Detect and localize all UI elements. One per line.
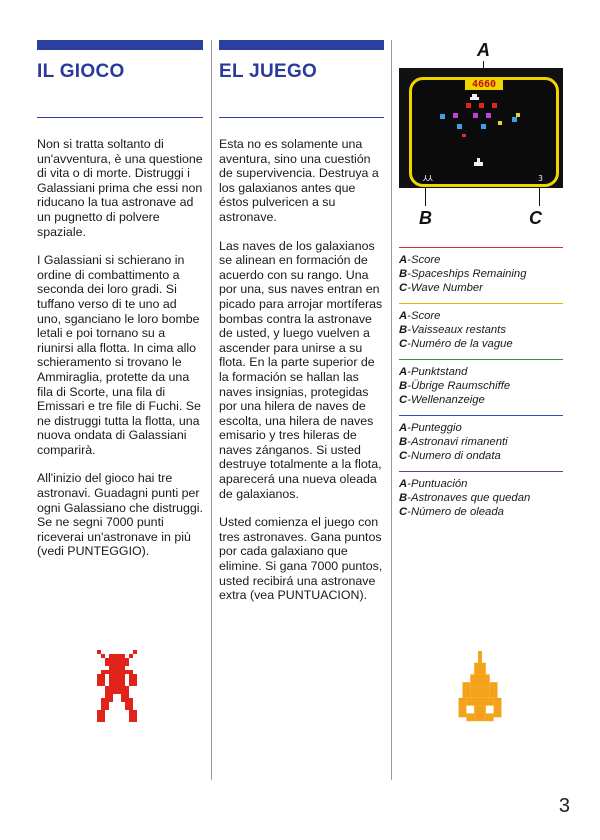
legend-text: Astronavi rimanenti [410, 436, 508, 449]
player-ship-sprite-icon [458, 651, 502, 729]
legend-separator: - [407, 436, 411, 449]
legend-ships [399, 435, 563, 449]
escort-row-icon [466, 103, 497, 108]
legend-letter: B [399, 324, 408, 337]
legend-wave [399, 505, 563, 519]
legend-separator: - [407, 450, 411, 463]
ships-remaining: ⅄⅄ [423, 174, 433, 183]
legend-wave [399, 281, 563, 295]
legend-letter: B [399, 380, 408, 393]
game-screen-border [409, 77, 559, 187]
legend-block [399, 303, 563, 352]
legend-text: Punktstand [410, 366, 468, 378]
legend-ships [399, 491, 563, 505]
legend-color-rule [399, 359, 563, 360]
legend-separator: - [407, 492, 411, 505]
legend-ships [399, 267, 563, 281]
legend-score [399, 477, 563, 491]
spanish-paragraph-3: Usted comienza el juego con tres astronaves. Gana puntos por cada galaxiano que elimine. Si gana 7000 puntos, usted recibirá una astronave extra (vea PUNTUACION). [219, 515, 383, 603]
legend-color-rule [399, 471, 563, 472]
legend-separator: - [407, 268, 411, 281]
spanish-heading: EL JUEGO [219, 61, 318, 82]
legend-text: Übrige Raumschiffe [410, 380, 511, 393]
legend-text: Wellenanzeige [410, 394, 485, 407]
player-ship-icon [474, 158, 483, 166]
callout-c-line [539, 188, 540, 206]
legend-score [399, 365, 563, 379]
top-bar [37, 40, 203, 50]
legend-lines [399, 365, 563, 408]
legend-color-rule [399, 415, 563, 416]
legend-text: Spaceships Remaining [410, 268, 527, 281]
legend-ships [399, 379, 563, 393]
legend-separator: - [407, 366, 411, 378]
game-screen [399, 68, 563, 188]
legend-wave [399, 393, 563, 407]
legend-letter: A [399, 422, 408, 434]
legend-separator: - [407, 254, 411, 266]
callout-b: B [419, 208, 432, 228]
legend-letter: B [399, 436, 408, 449]
spanish-body [219, 137, 384, 603]
legend-lines [399, 421, 563, 464]
legend-text: Numero di ondata [410, 450, 501, 463]
legend-separator: - [407, 478, 411, 490]
legend-letter: A [399, 310, 408, 322]
screen-score: 4660 [465, 79, 503, 90]
legend-separator: - [407, 422, 411, 434]
heading-underline [219, 117, 384, 118]
spanish-paragraph-2: Las naves de los galaxianos se alinean en formación de acuerdo con su rango. Una por una, sus naves entran en picado para arrojar mortíferas bombas contra la astronave de usted, y luego vuelven a ascender para unirse a su flota. En la parte superior de la formación se hallan las naves insignias, protegidas por una hilera de naves de escolta, una hilera de naves emisario y tres hileras de naves zánganos. Si usted destruye totalmente a la flota, aparecerá una nueva oleada de galaxianos. [219, 238, 383, 501]
flagship-icon [470, 94, 479, 100]
legend-text: Wave Number [410, 282, 483, 295]
column-divider [211, 40, 212, 780]
legend-text: Score [410, 310, 441, 322]
legend-lines [399, 253, 563, 296]
spanish-column [219, 40, 384, 617]
galaxian-alien-icon [97, 650, 137, 722]
italian-body [37, 137, 203, 559]
game-screenshot-figure [399, 40, 563, 240]
legend-letter: B [399, 268, 408, 281]
top-bar [219, 40, 384, 50]
legend-lines [399, 309, 563, 352]
wave-number: 3 [538, 174, 543, 183]
callout-c: C [529, 208, 542, 228]
legend-text: Score [410, 254, 441, 266]
legend-wave [399, 449, 563, 463]
italian-heading: IL GIOCO [37, 61, 125, 82]
legend-separator: - [407, 310, 411, 322]
legend-score [399, 421, 563, 435]
legend-block [399, 359, 563, 408]
callout-a: A [477, 40, 490, 60]
italian-paragraph-2: I Galassiani si schierano in ordine di combattimento a seconda dei loro gradi. Si tuffano verso di te uno ad uno, sganciano le loro bombe letali e poi tornano su a riunirsi alla flotta. In cima allo schieramento si trovano le Ammiraglia, protette da una fila di Scorte, una fila di Emissari e tre file di Fuchi. Se ne distruggi tutta la flotta, una nuova ondata di Galassiani comparirà. [37, 253, 201, 457]
heading-underline [37, 117, 203, 118]
legend-text: Punteggio [410, 422, 462, 434]
legend-color-rule [399, 303, 563, 304]
enemy-diving-icon [462, 134, 466, 137]
legend-block [399, 415, 563, 464]
legend-letter: A [399, 366, 408, 378]
legend-separator: - [407, 324, 411, 337]
legend-block [399, 247, 563, 296]
legend-ships [399, 323, 563, 337]
legend-score [399, 309, 563, 323]
page-number: 3 [558, 795, 570, 817]
legend-separator: - [407, 506, 411, 519]
legend-block [399, 471, 563, 520]
legend-wave [399, 337, 563, 351]
legend-letter: C [399, 506, 408, 519]
column-divider [391, 40, 392, 780]
callout-b-line [425, 188, 426, 206]
legend-text: Vaisseaux restants [410, 324, 506, 337]
legend-lines [399, 477, 563, 520]
legend-letter: C [399, 338, 408, 351]
legend-separator: - [407, 282, 411, 295]
drone-row-icon [440, 114, 517, 129]
legend-letter: B [399, 492, 408, 505]
spanish-paragraph-1: Esta no es solamente una aventura, sino una cuestión de supervivencia. Destruya a los galaxianos antes que éstos pulvericen a su astronave. [219, 137, 379, 224]
legend-text: Numéro de la vague [410, 338, 513, 351]
legend-separator: - [407, 394, 411, 407]
italian-column [37, 40, 203, 573]
italian-paragraph-1: Non si tratta soltanto di un'avventura, è una questione di vita o di morte. Distruggi i Galassiani prima che essi non riducano la tua astronave ad un pugnetto di polvere spaziale. [37, 137, 203, 239]
italian-paragraph-3: All'inizio del gioco hai tre astronavi. Guadagni punti per ogni Galassiano che distruggi. Se ne segni 7000 punti riceverai un'astronave in più (vedi PUNTEGGIO). [37, 471, 203, 559]
legend-separator: - [407, 338, 411, 351]
legend-score [399, 253, 563, 267]
legend-color-rule [399, 247, 563, 248]
legend-letter: A [399, 254, 408, 266]
legend-separator: - [407, 380, 411, 393]
legend-text: Astronaves que quedan [410, 492, 531, 505]
legend-letter: C [399, 450, 408, 463]
emissary-row-icon [453, 113, 491, 118]
alien-formation-graphic [412, 80, 556, 184]
legend-letter: C [399, 394, 408, 407]
legend-text: Número de oleada [410, 506, 504, 519]
legend-letter: A [399, 478, 408, 490]
legend-text: Puntuación [410, 478, 468, 490]
legend-letter: C [399, 282, 408, 295]
